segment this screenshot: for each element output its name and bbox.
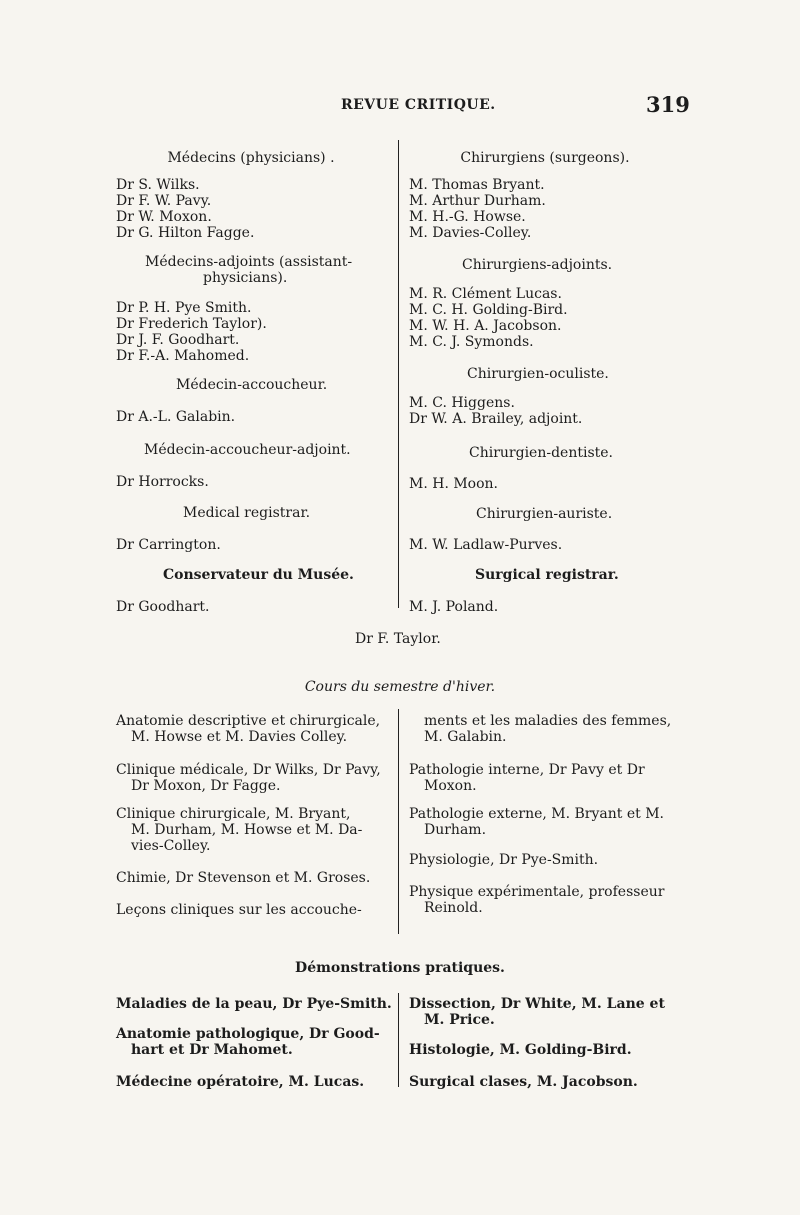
staff-name: M. C. H. Golding-Bird. [409,302,568,318]
staff-name: Dr Horrocks. [116,474,209,490]
course-line: Pathologie externe, M. Bryant et M. [409,806,664,822]
heading-auriste: Chirurgien-auriste. [476,506,613,522]
heading-medecins: Médecins (physicians) . [167,150,335,166]
course-line: Durham. [424,822,487,838]
course-line: Clinique médicale, Dr Wilks, Dr Pavy, [116,762,381,778]
course-line: Moxon. [424,778,477,794]
heading-dentiste: Chirurgien-dentiste. [469,445,613,461]
course-line: Dr Moxon, Dr Fagge. [131,778,281,794]
heading-medecins-adjoints: Médecins-adjoints (assistant- [145,254,353,270]
staff-name: M. Thomas Bryant. [409,177,545,193]
staff-name: Dr F.-A. Mahomed. [116,348,250,364]
heading-conservateur: Conservateur du Musée. [163,567,354,583]
staff-name: Dr Carrington. [116,537,221,553]
course-line: Leçons cliniques sur les accouche- [116,902,362,918]
staff-name: Dr J. F. Goodhart. [116,332,240,348]
staff-name: M. J. Poland. [409,599,499,615]
demo-line: Médecine opératoire, M. Lucas. [116,1074,365,1090]
course-line: Reinold. [424,900,483,916]
staff-name: Dr F. W. Pavy. [116,193,212,209]
heading-chirurgiens-adjoints: Chirurgiens-adjoints. [462,257,613,273]
staff-name: Dr Goodhart. [116,599,210,615]
course-line: ments et les maladies des femmes, [424,713,672,729]
course-line: Anatomie descriptive et chirurgicale, [116,713,381,729]
heading-medecins-adjoints-cont: physicians). [203,270,288,286]
staff-column-divider [398,140,399,608]
course-line: Pathologie interne, Dr Pavy et Dr [409,762,645,778]
course-line: Physique expérimentale, professeur [409,884,665,900]
staff-footer-name: Dr F. Taylor. [355,631,441,647]
staff-name: Dr W. Moxon. [116,209,212,225]
demo-line: M. Price. [424,1012,495,1028]
course-line: M. Howse et M. Davies Colley. [131,729,348,745]
demo-line: Histologie, M. Golding-Bird. [409,1042,632,1058]
heading-medical-registrar: Medical registrar. [183,505,311,521]
staff-name: M. W. H. A. Jacobson. [409,318,562,334]
staff-name: Dr Frederich Taylor). [116,316,267,332]
running-title: REVUE CRITIQUE. [341,97,496,113]
heading-oculiste: Chirurgien-oculiste. [467,366,609,382]
demo-line: hart et Dr Mahomet. [131,1042,293,1058]
heading-accoucheur-adjoint: Médecin-accoucheur-adjoint. [144,442,351,458]
staff-name: M. Davies-Colley. [409,225,532,241]
demo-line: Maladies de la peau, Dr Pye-Smith. [116,996,392,1012]
staff-name: Dr P. H. Pye Smith. [116,300,252,316]
demo-line: Surgical clases, M. Jacobson. [409,1074,638,1090]
heading-chirurgiens: Chirurgiens (surgeons). [460,150,630,166]
heading-accoucheur: Médecin-accoucheur. [176,377,328,393]
staff-name: M. R. Clément Lucas. [409,286,562,302]
demos-title: Démonstrations pratiques. [295,960,505,976]
staff-name: M. C. Higgens. [409,395,515,411]
course-line: vies-Colley. [131,838,211,854]
course-line: Clinique chirurgicale, M. Bryant, [116,806,351,822]
staff-name: Dr A.-L. Galabin. [116,409,236,425]
staff-name: M. W. Ladlaw-Purves. [409,537,563,553]
page-number: 319 [646,92,690,117]
courses-title: Cours du semestre d'hiver. [304,679,496,695]
staff-name: M. H.-G. Howse. [409,209,526,225]
staff-name: Dr W. A. Brailey, adjoint. [409,411,583,427]
staff-name: M. H. Moon. [409,476,499,492]
staff-name: M. C. J. Symonds. [409,334,534,350]
demo-line: Anatomie pathologique, Dr Good- [116,1026,380,1042]
staff-name: Dr S. Wilks. [116,177,200,193]
demo-line: Dissection, Dr White, M. Lane et [409,996,665,1012]
staff-name: Dr G. Hilton Fagge. [116,225,255,241]
course-line: Physiologie, Dr Pye-Smith. [409,852,599,868]
courses-column-divider [398,709,399,934]
course-line: M. Galabin. [424,729,507,745]
demos-column-divider [398,993,399,1087]
staff-name: M. Arthur Durham. [409,193,546,209]
course-line: M. Durham, M. Howse et M. Da- [131,822,363,838]
heading-surgical-registrar: Surgical registrar. [475,567,619,583]
course-line: Chimie, Dr Stevenson et M. Groses. [116,870,371,886]
